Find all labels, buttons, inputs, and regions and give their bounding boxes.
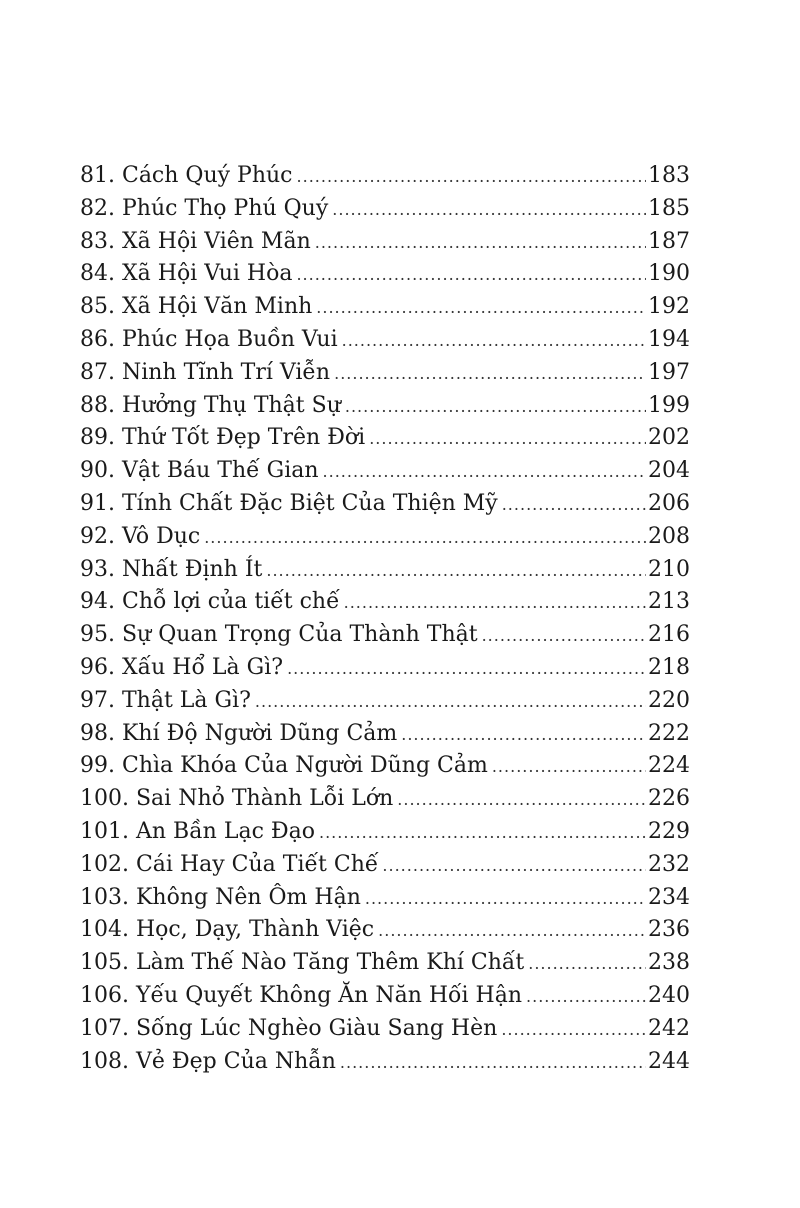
toc-entry-page: 213 <box>648 589 690 615</box>
toc-entry[interactable] <box>80 980 690 1013</box>
toc-entry[interactable] <box>80 422 690 455</box>
toc-entry-page: 202 <box>648 425 690 451</box>
toc-entry-page: 183 <box>648 163 690 188</box>
toc-entry[interactable] <box>80 882 690 915</box>
toc-entry-title: 94. Chỗ lợi của tiết chế <box>80 589 340 615</box>
toc-entry[interactable] <box>80 357 690 390</box>
toc-entry-page: 226 <box>648 786 690 812</box>
toc-entry[interactable] <box>80 390 690 423</box>
toc-entry-page: 216 <box>648 622 690 648</box>
toc-entry-title: 104. Học, Dạy, Thành Việc <box>80 917 375 943</box>
toc-leader-dots <box>482 620 646 653</box>
toc-entry-page: 236 <box>648 917 690 943</box>
toc-leader-dots <box>342 325 646 358</box>
toc-entry-title: 84. Xã Hội Vui Hòa <box>80 261 293 287</box>
toc-leader-dots <box>528 948 646 981</box>
toc-leader-dots <box>344 587 646 620</box>
toc-entry-title: 87. Ninh Tĩnh Trí Viễn <box>80 359 331 385</box>
toc-entry[interactable] <box>80 488 690 521</box>
toc-leader-dots <box>266 555 646 588</box>
toc-entry-title: 107. Sống Lúc Nghèo Giàu Sang Hèn <box>80 1015 498 1041</box>
toc-entry-page: 185 <box>648 195 690 221</box>
toc-entry-page: 208 <box>648 523 690 549</box>
toc-entry-title: 97. Thật Là Gì? <box>80 687 251 713</box>
toc-entry-page: 194 <box>648 326 690 352</box>
toc-entry-page: 240 <box>648 982 690 1008</box>
toc-entry[interactable] <box>80 554 690 587</box>
toc-leader-dots <box>401 719 646 752</box>
toc-entry-page: 210 <box>648 556 690 582</box>
toc-leader-dots <box>323 456 646 489</box>
toc-entry-title: 92. Vô Dục <box>80 523 201 549</box>
toc-leader-dots <box>319 817 646 850</box>
toc-entry[interactable] <box>80 193 690 226</box>
toc-entry-title: 88. Hưởng Thụ Thật Sự <box>80 392 341 418</box>
toc-entry-page: 224 <box>648 753 690 779</box>
toc-entry-page: 232 <box>648 851 690 877</box>
toc-entry[interactable] <box>80 750 690 783</box>
toc-leader-dots <box>369 423 646 456</box>
toc-entry[interactable] <box>80 652 690 685</box>
toc-entry-title: 99. Chìa Khóa Của Người Dũng Cảm <box>80 753 488 779</box>
toc-entry-title: 102. Cái Hay Của Tiết Chế <box>80 851 379 877</box>
toc-leader-dots <box>255 686 646 719</box>
toc-entry[interactable] <box>80 586 690 619</box>
toc-leader-dots <box>382 850 646 883</box>
toc-entry[interactable] <box>80 783 690 816</box>
table-of-contents <box>80 160 690 1078</box>
toc-entry-page: 197 <box>648 359 690 385</box>
toc-leader-dots <box>365 883 646 916</box>
toc-entry[interactable] <box>80 160 690 193</box>
toc-entry[interactable] <box>80 521 690 554</box>
toc-entry-title: 100. Sai Nhỏ Thành Lỗi Lớn <box>80 786 394 812</box>
toc-entry-title: 93. Nhất Định Ít <box>80 556 263 582</box>
toc-leader-dots <box>334 358 646 391</box>
toc-entry-page: 222 <box>648 720 690 746</box>
toc-entry-title: 85. Xã Hội Văn Minh <box>80 294 313 320</box>
toc-entry-title: 83. Xã Hội Viên Mãn <box>80 228 311 254</box>
toc-leader-dots <box>378 915 646 948</box>
toc-entry-page: 187 <box>648 228 690 254</box>
toc-entry-page: 229 <box>648 818 690 844</box>
toc-entry-title: 106. Yếu Quyết Không Ăn Năn Hối Hận <box>80 982 523 1008</box>
toc-entry-page: 244 <box>648 1048 690 1074</box>
toc-leader-dots <box>287 653 646 686</box>
toc-entry-title: 89. Thứ Tốt Đẹp Trên Đời <box>80 425 366 451</box>
toc-entry-title: 96. Xấu Hổ Là Gì? <box>80 654 284 680</box>
toc-entry[interactable] <box>80 947 690 980</box>
toc-entry[interactable] <box>80 258 690 291</box>
toc-leader-dots <box>492 751 646 784</box>
toc-leader-dots <box>345 391 646 424</box>
toc-entry-title: 91. Tính Chất Đặc Biệt Của Thiện Mỹ <box>80 490 498 516</box>
toc-leader-dots <box>526 981 646 1014</box>
toc-entry-title: 101. An Bần Lạc Đạo <box>80 818 315 844</box>
toc-entry-title: 98. Khí Độ Người Dũng Cảm <box>80 720 398 746</box>
toc-entry-page: 218 <box>648 654 690 680</box>
toc-entry[interactable] <box>80 685 690 718</box>
toc-entry-page: 238 <box>648 950 690 976</box>
toc-leader-dots <box>297 161 646 194</box>
toc-entry-title: 108. Vẻ Đẹp Của Nhẫn <box>80 1048 336 1074</box>
toc-entry[interactable] <box>80 718 690 751</box>
toc-entry-title: 90. Vật Báu Thế Gian <box>80 458 319 484</box>
toc-entry[interactable] <box>80 291 690 324</box>
toc-entry[interactable] <box>80 1013 690 1046</box>
toc-entry-title: 82. Phúc Thọ Phú Quý <box>80 195 329 221</box>
toc-entry-page: 192 <box>648 294 690 320</box>
toc-leader-dots <box>204 522 646 555</box>
toc-entry-page: 234 <box>648 884 690 910</box>
toc-entry-page: 220 <box>648 687 690 713</box>
toc-leader-dots <box>315 227 646 260</box>
toc-entry-page: 190 <box>648 261 690 287</box>
toc-entry[interactable] <box>80 849 690 882</box>
toc-entry[interactable] <box>80 226 690 259</box>
toc-entry[interactable] <box>80 914 690 947</box>
toc-entry-page: 242 <box>648 1015 690 1041</box>
toc-entry[interactable] <box>80 324 690 357</box>
toc-entry-title: 95. Sự Quan Trọng Của Thành Thật <box>80 622 478 648</box>
toc-leader-dots <box>340 1047 646 1080</box>
toc-entry[interactable] <box>80 1046 690 1079</box>
toc-leader-dots <box>397 784 646 817</box>
toc-entry-page: 199 <box>648 392 690 418</box>
toc-leader-dots <box>332 194 646 227</box>
toc-leader-dots <box>501 1014 646 1047</box>
toc-leader-dots <box>296 259 646 292</box>
toc-entry[interactable] <box>80 455 690 488</box>
toc-entry[interactable] <box>80 619 690 652</box>
toc-entry-title: 105. Làm Thế Nào Tăng Thêm Khí Chất <box>80 950 525 976</box>
toc-entry-title: 103. Không Nên Ôm Hận <box>80 884 361 910</box>
toc-leader-dots <box>316 292 646 325</box>
toc-entry[interactable] <box>80 816 690 849</box>
toc-entry-page: 206 <box>648 490 690 516</box>
toc-entry-title: 81. Cách Quý Phúc <box>80 163 293 188</box>
toc-entry-page: 204 <box>648 458 690 484</box>
toc-entry-title: 86. Phúc Họa Buồn Vui <box>80 326 338 352</box>
toc-leader-dots <box>502 489 646 522</box>
